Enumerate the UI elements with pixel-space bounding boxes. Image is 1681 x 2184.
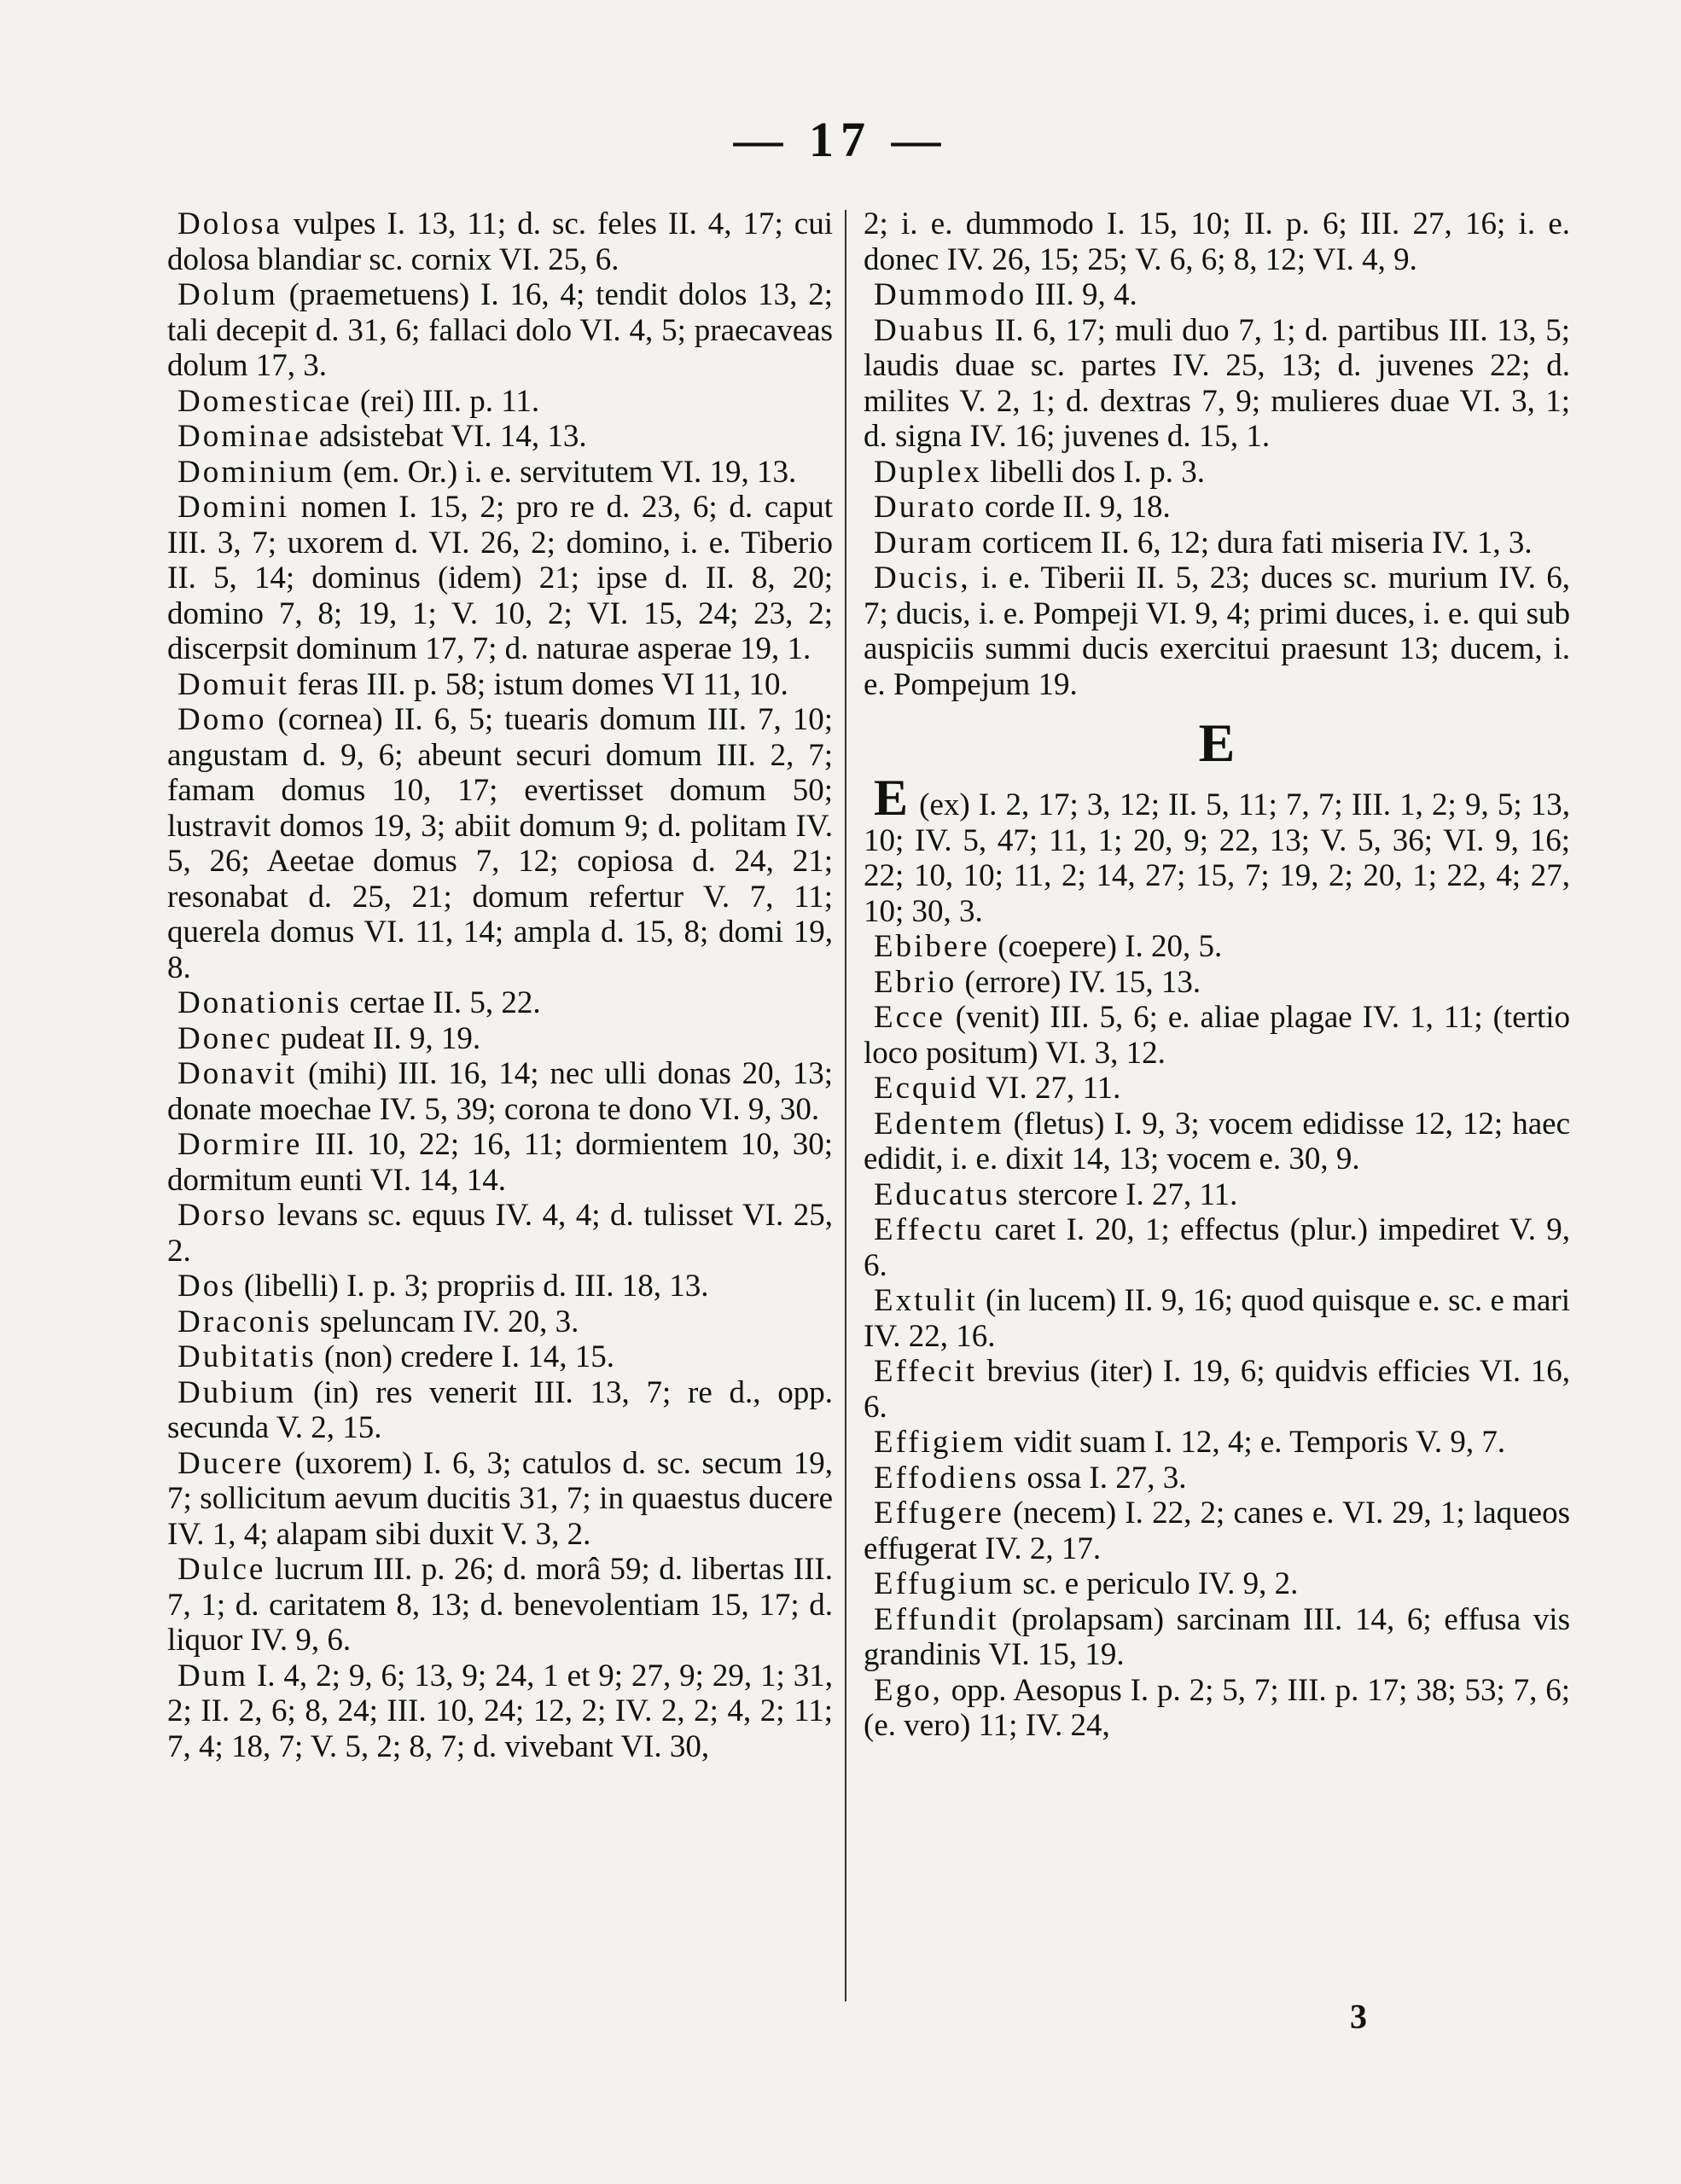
index-entry bbox=[167, 667, 833, 703]
index-entry bbox=[864, 490, 1570, 526]
entry-text: feras III. p. 58; istum domes VI 11, 10. bbox=[297, 666, 788, 702]
entry-text: 2; i. e. dummodo I. 15, 10; II. p. 6; III. 27, 16; i. e. donec IV. 26, 15; 25; V. 6, 6; 8, 12; VI. 4, 9. bbox=[864, 206, 1570, 277]
index-entry bbox=[167, 702, 833, 985]
entry-text: (errore) IV. 15, 13. bbox=[964, 964, 1201, 1000]
entry-keyword: Ego, bbox=[874, 1672, 943, 1708]
index-entry bbox=[864, 770, 1570, 929]
entry-keyword: Dubium bbox=[177, 1374, 297, 1410]
entry-keyword: Ebrio bbox=[874, 964, 957, 1000]
index-entry bbox=[167, 1304, 833, 1340]
entry-text: I. 4, 2; 9, 6; 13, 9; 24, 1 et 9; 27, 9; 29, 1; 31, 2; II. 2, 6; 8, 24; III. 10, 24; 12, 2; IV. 2, 2; 4, 2; 11; 7, 4; 18, 7; V. 5, 2; 8, 7; d. vivebant VI. 30, bbox=[167, 1658, 834, 1764]
index-entry bbox=[864, 277, 1570, 313]
entry-text: (uxorem) I. 6, 3; catulos d. sc. secum 19, 7; sollicitum aevum ducitis 31, 7; in quaestus ducere IV. 1, 4; alapam sibi duxit V. 3, 2. bbox=[167, 1445, 833, 1552]
entry-text: II. 6, 17; muli duo 7, 1; d. partibus III. 13, 5; laudis duae sc. partes IV. 25, 13; d. juvenes 22; d. milites V. 2, 1; d. dextras 7, 9; mulieres duae VI. 3, 1; d. signa IV. 16; juvenes d. 15, 1. bbox=[864, 312, 1570, 454]
entry-text: brevius (iter) I. 19, 6; quidvis efficies VI. 16, 6. bbox=[864, 1354, 1570, 1425]
entry-text: pudeat II. 9, 19. bbox=[280, 1020, 481, 1056]
entry-keyword: Duplex bbox=[874, 454, 982, 490]
entry-text: (coepere) I. 20, 5. bbox=[998, 929, 1223, 964]
entry-keyword: Dum bbox=[177, 1658, 248, 1693]
entry-text: nomen I. 15, 2; pro re d. 23, 6; d. caput III. 3, 7; uxorem d. VI. 26, 2; domino, i. e. Tiberio II. 5, 14; dominus (idem) 21; ipse d. II. 8, 20; domino 7, 8; 19, 1; V. 10, 2; VI. 15, 24; 23, 2; discerpsit dominum 17, 7; d. naturae asperae 19, 1. bbox=[167, 490, 833, 666]
entry-keyword: Ebibere bbox=[874, 929, 991, 964]
index-entry bbox=[864, 561, 1570, 702]
entry-keyword: Extulit bbox=[874, 1283, 978, 1318]
entry-text: adsistebat VI. 14, 13. bbox=[318, 419, 587, 454]
index-entry bbox=[167, 1658, 833, 1765]
index-entry bbox=[167, 1339, 833, 1375]
index-entry bbox=[167, 1269, 833, 1304]
entry-text: i. e. Tiberii II. 5, 23; duces sc. murium IV. 6, 7; ducis, i. e. Pompeji VI. 9, 4; primi duces, i. e. qui sub auspiciis summi ducis exercitui praesunt 13; ducem, i. e. Pompejum 19. bbox=[864, 561, 1571, 702]
entry-text: (mihi) III. 16, 14; nec ulli donas 20, 13; donate moechae IV. 5, 39; corona te dono VI. 9, 30. bbox=[167, 1056, 833, 1127]
entry-keyword: Effectu bbox=[874, 1212, 985, 1247]
index-entry bbox=[167, 455, 833, 491]
index-entry bbox=[167, 1446, 833, 1553]
entry-text: opp. Aesopus I. p. 2; 5, 7; III. p. 17; 38; 53; 7, 6; (e. vero) 11; IV. 24, bbox=[864, 1672, 1570, 1743]
entry-text: corde II. 9, 18. bbox=[985, 490, 1171, 525]
entry-text: (non) credere I. 14, 15. bbox=[323, 1339, 614, 1374]
entry-text: lucrum III. p. 26; d. morâ 59; d. libertas III. 7, 1; d. caritatem 8, 13; d. benevolentiam 15, 17; d. liquor IV. 9, 6. bbox=[167, 1552, 834, 1658]
entry-keyword: Dubitatis bbox=[177, 1339, 317, 1374]
index-entry bbox=[864, 1071, 1570, 1107]
entry-text: (necem) I. 22, 2; canes e. VI. 29, 1; laqueos effugerat IV. 2, 17. bbox=[864, 1496, 1571, 1566]
index-entry bbox=[864, 1000, 1570, 1071]
index-entry bbox=[864, 1212, 1570, 1283]
entry-keyword: Ecce bbox=[874, 1000, 945, 1035]
entry-text: (libelli) I. p. 3; propriis d. III. 18, 13. bbox=[243, 1269, 709, 1304]
entry-keyword: Donavit bbox=[177, 1056, 298, 1091]
entry-keyword: Dormire bbox=[177, 1127, 303, 1162]
index-entry bbox=[864, 1354, 1570, 1425]
entry-keyword: Ducis, bbox=[874, 561, 971, 595]
index-entry bbox=[167, 384, 833, 420]
entry-keyword: Dolosa bbox=[177, 206, 282, 241]
index-entry bbox=[864, 1496, 1570, 1566]
left-column bbox=[167, 206, 833, 1764]
entry-keyword: Effugere bbox=[874, 1496, 1004, 1531]
index-entry bbox=[167, 985, 833, 1021]
entry-keyword: Educatus bbox=[874, 1176, 1010, 1212]
entry-text: certae II. 5, 22. bbox=[349, 985, 541, 1020]
entry-text: caret I. 20, 1; effectus (plur.) impediret V. 9, 6. bbox=[864, 1212, 1570, 1283]
entry-keyword: Domuit bbox=[177, 666, 290, 702]
entry-keyword: Dominium bbox=[177, 454, 335, 490]
index-entry bbox=[864, 1425, 1570, 1461]
entry-text: ossa I. 27, 3. bbox=[1027, 1460, 1187, 1496]
index-entry bbox=[864, 206, 1570, 277]
index-entry bbox=[864, 455, 1570, 491]
index-entry bbox=[864, 929, 1570, 965]
entry-keyword: Dolum bbox=[177, 277, 278, 312]
index-entry bbox=[864, 1673, 1570, 1744]
index-entry bbox=[864, 1283, 1570, 1354]
entry-keyword: Dos bbox=[177, 1269, 236, 1304]
signature-mark: 3 bbox=[1350, 1997, 1367, 2036]
entry-text: vidit suam I. 12, 4; e. Temporis V. 9, 7. bbox=[1014, 1425, 1506, 1460]
entry-text: (fletus) I. 9, 3; vocem edidisse 12, 12; haec edidit, i. e. dixit 14, 13; vocem e. 30, 9. bbox=[864, 1106, 1570, 1176]
entry-keyword: Domini bbox=[177, 490, 290, 525]
entry-keyword: Ducere bbox=[177, 1445, 284, 1481]
index-entry bbox=[167, 1021, 833, 1057]
index-entry bbox=[864, 1461, 1570, 1496]
index-entry bbox=[167, 490, 833, 667]
index-entry bbox=[864, 313, 1570, 455]
entry-text: (ex) I. 2, 17; 3, 12; II. 5, 11; 7, 7; III. 1, 2; 9, 5; 13, 10; IV. 5, 47; 11, 1; 20, 9; 22, 13; V. 5, 36; VI. 9, 16; 22; 10, 10; 11, 2; 14, 27; 15, 7; 19, 2; 20, 1; 22, 4; 27, 10; 30, 3. bbox=[864, 787, 1570, 929]
entry-keyword: Donec bbox=[177, 1020, 273, 1056]
index-entry bbox=[864, 965, 1570, 1001]
entry-keyword: Edentem bbox=[874, 1106, 1004, 1141]
entry-text: III. 9, 4. bbox=[1034, 277, 1137, 312]
index-entry bbox=[167, 1056, 833, 1127]
entry-keyword: E bbox=[874, 770, 911, 826]
index-entry bbox=[864, 1602, 1570, 1673]
entry-text: vulpes I. 13, 11; d. sc. feles II. 4, 17; cui dolosa blandiar sc. cornix VI. 25, 6. bbox=[167, 206, 834, 277]
index-entry bbox=[167, 1375, 833, 1446]
section-letter: E bbox=[1198, 712, 1236, 773]
entry-text: (cornea) II. 6, 5; tuearis domum III. 7, 10; angustam d. 9, 6; abeunt securi domum III. 2, 7; famam domus 10, 17; evertisset domum 50; lustravit domos 19, 3; abiit domum 9; d. politam IV. 5, 26; Aeetae domus 7, 12; copiosa d. 24, 21; resonabat d. 25, 21; domum refertur V. 7, 11; querela domus VI. 11, 14; ampla d. 15, 8; domi 19, 8. bbox=[167, 702, 833, 985]
entry-keyword: Dominae bbox=[177, 419, 311, 454]
entry-text: (venit) III. 5, 6; e. aliae plagae IV. 1, 11; (tertio loco positum) VI. 3, 12. bbox=[864, 1000, 1570, 1071]
entry-text: levans sc. equus IV. 4, 4; d. tulisset VI. 25, 2. bbox=[167, 1198, 833, 1269]
entry-keyword: Donationis bbox=[177, 985, 342, 1020]
index-entry bbox=[864, 1107, 1570, 1177]
entry-text: (prolapsam) sarcinam III. 14, 6; effusa vis grandinis VI. 15, 19. bbox=[864, 1601, 1570, 1672]
index-entry bbox=[167, 206, 833, 277]
index-entry bbox=[167, 419, 833, 455]
column-divider bbox=[845, 210, 846, 2001]
entry-text: libelli dos I. p. 3. bbox=[990, 454, 1205, 490]
entry-keyword: Duabus bbox=[874, 312, 986, 348]
entry-keyword: Effecit bbox=[874, 1354, 977, 1389]
entry-keyword: Draconis bbox=[177, 1304, 312, 1339]
index-entry bbox=[864, 1566, 1570, 1602]
entry-text: corticem II. 6, 12; dura fati miseria IV. 1, 3. bbox=[982, 525, 1533, 561]
entry-keyword: Effugium bbox=[874, 1566, 1015, 1601]
entry-text: III. 10, 22; 16, 11; dormientem 10, 30; dormitum eunti VI. 14, 14. bbox=[167, 1127, 834, 1198]
entry-keyword: Dummodo bbox=[874, 277, 1027, 312]
entry-keyword: Domo bbox=[177, 702, 267, 737]
index-entry bbox=[167, 1552, 833, 1658]
entry-text: (in) res venerit III. 13, 7; re d., opp. secunda V. 2, 15. bbox=[167, 1374, 834, 1445]
entry-text: (rei) III. p. 11. bbox=[359, 383, 540, 419]
entry-text: (em. Or.) i. e. servitutem VI. 19, 13. bbox=[342, 454, 797, 490]
entry-keyword: Effodiens bbox=[874, 1460, 1020, 1496]
entry-keyword: Dorso bbox=[177, 1198, 268, 1233]
entry-text: sc. e periculo IV. 9, 2. bbox=[1022, 1566, 1299, 1601]
entry-keyword: Duram bbox=[874, 525, 974, 561]
entry-text: speluncam IV. 20, 3. bbox=[319, 1304, 579, 1339]
index-entry bbox=[864, 526, 1570, 561]
entry-text: (praemetuens) I. 16, 4; tendit dolos 13, 2; tali decepit d. 31, 6; fallaci dolo VI. 4, 5; praecaveas dolum 17, 3. bbox=[167, 277, 834, 383]
index-entry bbox=[167, 1127, 833, 1198]
entry-text: VI. 27, 11. bbox=[986, 1071, 1121, 1106]
entry-keyword: Effigiem bbox=[874, 1425, 1006, 1460]
right-column bbox=[864, 206, 1570, 1744]
entry-keyword: Ecquid bbox=[874, 1071, 979, 1106]
entry-keyword: Dulce bbox=[177, 1552, 266, 1587]
entry-text: (in lucem) II. 9, 16; quod quisque e. sc. e mari IV. 22, 16. bbox=[864, 1283, 1570, 1354]
entry-keyword: Durato bbox=[874, 490, 977, 525]
entry-text: stercore I. 27, 11. bbox=[1017, 1176, 1238, 1212]
index-entry bbox=[167, 277, 833, 384]
entry-keyword: Domesticae bbox=[177, 383, 352, 419]
page-number: — 17 — bbox=[733, 112, 948, 167]
index-entry bbox=[864, 1177, 1570, 1213]
index-entry bbox=[167, 1198, 833, 1269]
entry-keyword: Effundit bbox=[874, 1601, 999, 1637]
